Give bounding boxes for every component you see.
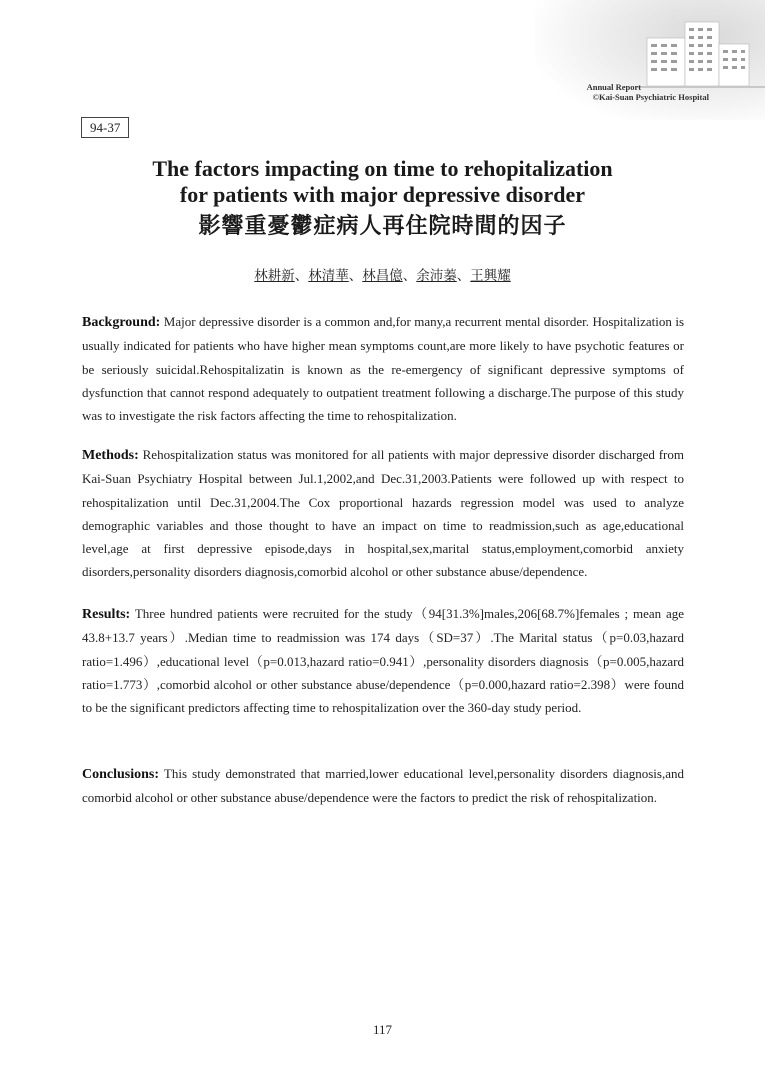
section-label: Background: <box>82 315 161 330</box>
author-name: 余沛蓁 <box>416 268 457 284</box>
hospital-name: ©Kai-Suan Psychiatric Hospital <box>592 92 709 102</box>
english-title-line1: The factors impacting on time to rehopitalization <box>152 156 613 181</box>
author-name: 林清華 <box>308 268 349 284</box>
section-label: Methods: <box>82 448 139 463</box>
section-label: Conclusions: <box>82 767 160 782</box>
methods-section <box>82 443 684 584</box>
author-separator: 、 <box>348 268 363 284</box>
english-title <box>0 156 765 208</box>
report-title: Annual Report <box>586 82 642 92</box>
author-separator: 、 <box>456 268 471 284</box>
copyright-symbol: © <box>592 92 599 102</box>
author-list <box>0 267 765 285</box>
author-name: 林耕新 <box>254 268 295 284</box>
page-number: 117 <box>372 1022 393 1037</box>
section-text: Three hundred patients were recruited for the study（94[31.3%]males,206[68.7%]females ; mean age 43.8+13.7 years）.Median time to readmission was 174 days（SD=37）.The Marital status（p=0.03,hazard ratio=1.496）,educational level（p=0.013,hazard ratio=0.941）,personality disorders diagnosis（p=0.005,hazard ratio=1.773）,comorbid alcohol or other substance abuse/dependence（p=0.000,hazard ratio=2.398）were found to be the significant predictors affecting time to rehospitalization over the 360-day study period. <box>82 606 684 716</box>
english-title-line2: for patients with major depressive disorder <box>179 182 586 207</box>
hospital-building-illustration <box>535 0 765 120</box>
background-section <box>82 310 684 427</box>
section-label: Results: <box>82 607 131 622</box>
report-header <box>587 82 709 102</box>
conclusions-section <box>82 762 684 810</box>
section-text: This study demonstrated that married,lower educational level,personality disorders diagnosis,and comorbid alcohol or other substance abuse/dependence were the factors to predict the risk of rehospitalization. <box>82 766 684 806</box>
author-separator: 、 <box>402 268 417 284</box>
results-section <box>82 602 684 719</box>
section-text: Major depressive disorder is a common and,for many,a recurrent mental disorder. Hospitalization is usually indicated for patients who have higher mean symptoms count,are more likely to have psychotic features or be seriously suicidal.Rehospitalizatin is known as the re-emergency of significant depressive symptoms of dysfunction that cannot respond adequately to outpatient treatment following a discharge.The purpose of this study was to investigate the risk factors affecting the time to rehospitalization. <box>82 314 684 424</box>
section-text: Rehospitalization status was monitored for all patients with major depressive disorder discharged from Kai-Suan Psychiatry Hospital between Jul.1,2002,and Dec.31,2003.Patients were followed up with respect to rehospitalization until Dec.31,2004.The Cox proportional hazards regression model was used to analyze demographic variables and those thought to have an impact on time to readmission,such as age,educational level,age at first depressive episode,days in hospital,sex,marital status,employment,comorbid anxiety disorders,personality disorders diagnosis,comorbid alcohol or other substance abuse/dependence. <box>82 447 684 580</box>
author-name: 王興耀 <box>470 268 511 284</box>
author-separator: 、 <box>294 268 309 284</box>
chinese-title: 影響重憂鬱症病人再住院時間的因子 <box>198 214 567 239</box>
abstract-code: 94-37 <box>81 117 129 138</box>
author-name: 林昌億 <box>362 268 403 284</box>
